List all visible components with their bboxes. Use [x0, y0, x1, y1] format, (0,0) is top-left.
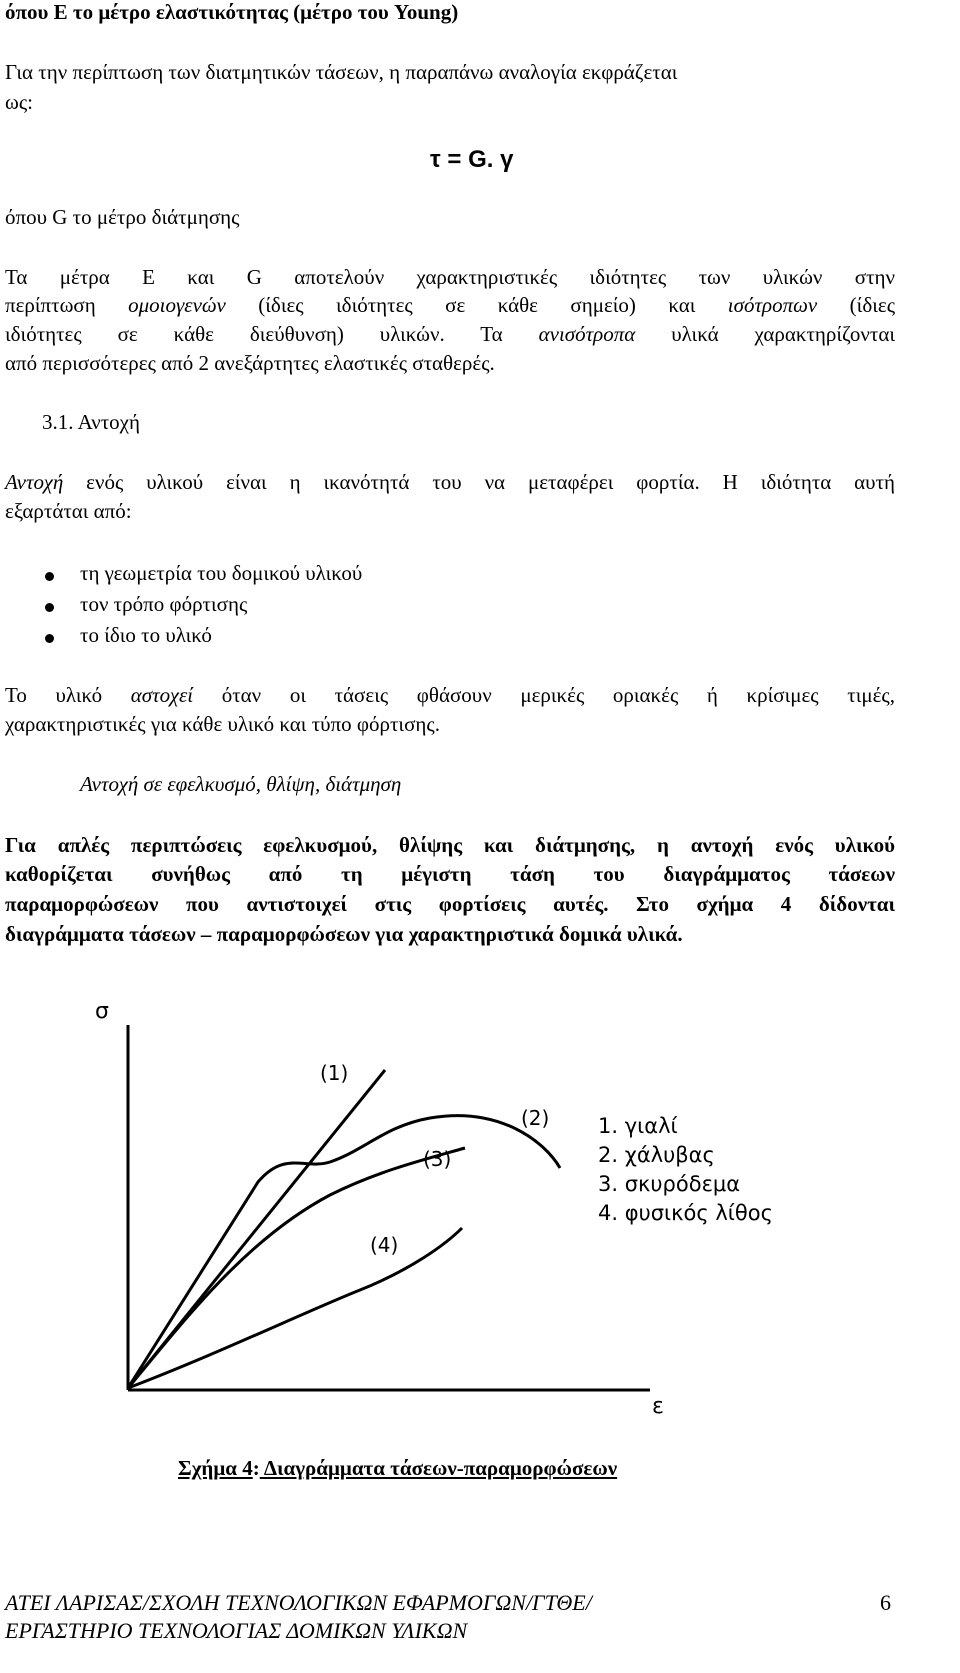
figure-caption: Σχήμα 4: Διαγράμματα τάσεων-παραμορφώσεων: [178, 1456, 618, 1480]
curve-label-3: (3): [423, 1147, 452, 1171]
shear-intro-line-2: ως:: [5, 90, 33, 114]
shear-intro-line: Για την περίπτωση των διατμητικών τάσεων, η παραπάνω αναλογία εκφράζεται: [5, 60, 678, 84]
paragraph-1-line-1: Τα μέτρα Ε και G αποτελούν χαρακτηριστικές ιδιότητες των υλικών στην: [5, 265, 895, 289]
legend-item-concrete: 3. σκυρόδεμα: [598, 1172, 741, 1196]
curve-label-4: (4): [370, 1233, 399, 1257]
footer-line-1: ΑΤΕΙ ΛΑΡΙΣΑΣ/ΣΧΟΛΗ ΤΕΧΝΟΛΟΓΙΚΩΝ ΕΦΑΡΜΟΓΩΝ/ΓΤΘΕ/: [5, 1590, 592, 1615]
page-number: 6: [880, 1590, 891, 1615]
bullet-dot-icon: [45, 603, 54, 612]
paragraph-2-line-2: εξαρτάται από:: [5, 499, 132, 523]
bullet-dot-icon: [45, 572, 54, 581]
paragraph-3-line-2: χαρακτηριστικές για κάθε υλικό και τύπο φόρτισης.: [5, 712, 440, 736]
subheading: Αντοχή σε εφελκυσμό, θλίψη, διάτμηση: [80, 772, 402, 796]
curve-3-concrete: [128, 1148, 465, 1388]
paragraph-4-line-3: παραμορφώσεων που αντιστοιχεί στις φορτίσεις αυτές. Στο σχήμα 4 δίδονται: [5, 892, 895, 916]
paragraph-1-line-2: περίπτωση ομοιογενών (ίδιες ιδιότητες σε κάθε σημείο) και ισότροπων (ίδιες: [5, 293, 896, 317]
list-item: το ίδιο το υλικό: [80, 623, 212, 647]
list-item: τη γεωμετρία του δομικού υλικού: [80, 561, 363, 585]
section-heading: 3.1. Αντοχή: [42, 410, 140, 434]
y-axis-label: σ: [95, 999, 109, 1024]
curve-label-2: (2): [521, 1106, 550, 1130]
paragraph-4-line-4: διαγράμματα τάσεων – παραμορφώσεων για χαρακτηριστικά δομικά υλικά.: [5, 922, 683, 946]
curve-label-1: (1): [320, 1061, 349, 1085]
modulus-definition-line: όπου Ε το μέτρο ελαστικότητας (μέτρο του Young): [5, 0, 459, 24]
legend-item-steel: 2. χάλυβας: [598, 1143, 715, 1167]
curve-2-steel: [128, 1116, 560, 1388]
paragraph-1-line-3: ιδιότητες σε κάθε διεύθυνση) υλικών. Τα ανισότροπα υλικά χαρακτηρίζονται: [5, 322, 895, 346]
paragraph-4-line-2: καθορίζεται συνήθως από τη μέγιστη τάση του διαγράμματος τάσεων: [5, 862, 895, 886]
paragraph-3-line-1: Το υλικό αστοχεί όταν οι τάσεις φθάσουν μερικές οριακές ή κρίσιμες τιμές,: [5, 683, 895, 707]
shear-formula: τ = G. γ: [430, 146, 514, 173]
paragraph-4-line-1: Για απλές περιπτώσεις εφελκυσμού, θλίψης και διάτμησης, η αντοχή ενός υλικού: [5, 833, 895, 857]
stress-strain-diagram: [0, 990, 960, 1450]
paragraph-2-line-1: Αντοχή ενός υλικού είναι η ικανότητά του να μεταφέρει φορτία. Η ιδιότητα αυτή: [5, 470, 895, 494]
list-item: τον τρόπο φόρτισης: [80, 592, 248, 616]
bullet-dot-icon: [45, 634, 54, 643]
paragraph-1-line-4: από περισσότερες από 2 ανεξάρτητες ελαστικές σταθερές.: [5, 351, 495, 375]
legend-item-natural-stone: 4. φυσικός λίθος: [598, 1201, 773, 1225]
x-axis-label: ε: [652, 1394, 664, 1419]
footer-line-2: ΕΡΓΑΣΤΗΡΙΟ ΤΕΧΝΟΛΟΓΙΑΣ ΔΟΜΙΚΩΝ ΥΛΙΚΩΝ: [5, 1618, 468, 1643]
legend-item-glass: 1. γιαλί: [598, 1114, 678, 1138]
shear-modulus-definition: όπου G το μέτρο διάτμησης: [5, 205, 240, 229]
